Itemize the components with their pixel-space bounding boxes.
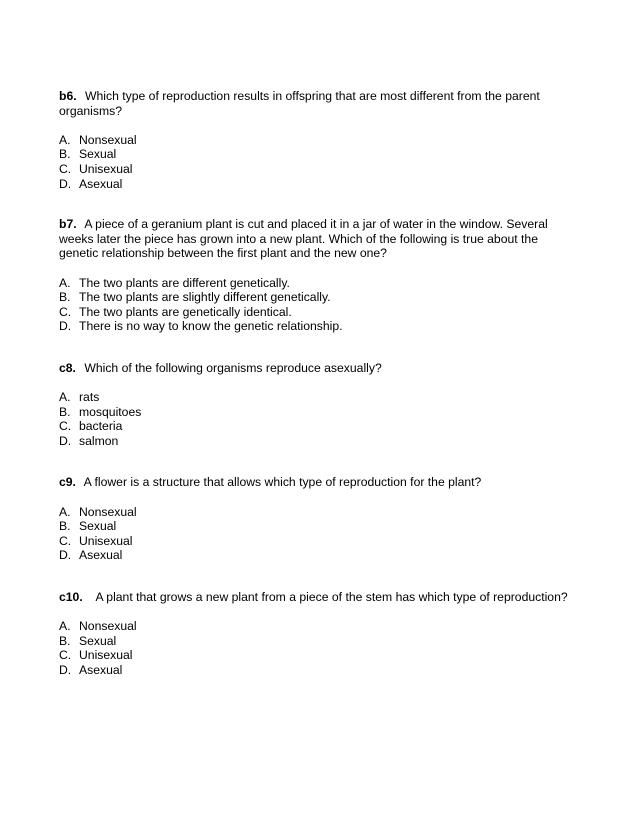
choice-text: Unisexual xyxy=(79,161,133,176)
choice-b xyxy=(59,519,579,534)
choice-c xyxy=(59,534,579,549)
question-number: b6. xyxy=(59,89,77,103)
choice-text: bacteria xyxy=(79,419,123,434)
answer-choices xyxy=(59,390,579,448)
choice-letter: D. xyxy=(59,433,72,448)
choice-letter: B. xyxy=(59,147,71,162)
question-number: c8. xyxy=(59,360,76,375)
question-c8 xyxy=(59,361,579,449)
choice-letter: A. xyxy=(59,132,71,147)
choice-letter: A. xyxy=(59,275,71,290)
choice-text: The two plants are genetically identical. xyxy=(79,304,292,319)
choice-letter: B. xyxy=(59,290,71,305)
choice-d xyxy=(59,663,579,678)
question-text: A flower is a structure that allows which type of reproduction for the plant? xyxy=(83,475,482,490)
question-stem xyxy=(59,590,579,605)
choice-letter: A. xyxy=(59,504,71,519)
choice-text: Sexual xyxy=(79,147,117,162)
choice-b xyxy=(59,290,579,305)
question-number: c9. xyxy=(59,475,76,490)
choice-text: Nonsexual xyxy=(79,619,137,634)
worksheet-page xyxy=(59,89,579,678)
choice-letter: A. xyxy=(59,390,71,405)
choice-d xyxy=(59,177,579,192)
choice-text: Sexual xyxy=(79,519,117,534)
choice-text: mosquitoes xyxy=(79,404,142,419)
question-stem xyxy=(59,217,579,261)
choice-letter: D. xyxy=(59,663,72,677)
question-stem xyxy=(59,89,579,118)
choice-letter: D. xyxy=(59,319,72,334)
choice-b xyxy=(59,147,579,162)
answer-choices xyxy=(59,505,579,563)
question-text: A piece of a geranium plant is cut and placed it in a jar of water in the window. Several weeks later the piece has grown into a new plant. Which of the following is true about the genetic relationship between the first plant and the new one? xyxy=(59,217,548,261)
question-text: Which of the following organisms reproduce asexually? xyxy=(84,360,382,375)
choice-letter: B. xyxy=(59,519,71,534)
choice-text: Nonsexual xyxy=(79,132,137,147)
choice-text: The two plants are different genetically. xyxy=(79,275,290,290)
choice-c xyxy=(59,162,579,177)
answer-choices xyxy=(59,133,579,191)
question-b7 xyxy=(59,217,579,334)
choice-text: The two plants are slightly different genetically. xyxy=(79,290,331,305)
question-number: b7. xyxy=(59,217,77,232)
question-c10 xyxy=(59,590,579,678)
answer-choices xyxy=(59,276,579,334)
question-number: c10. xyxy=(59,590,83,605)
choice-text: Nonsexual xyxy=(79,504,137,519)
choice-a xyxy=(59,505,579,520)
choice-text: Asexual xyxy=(79,663,123,677)
choice-d xyxy=(59,548,579,563)
question-text: A plant that grows a new plant from a piece of the stem has which type of reproduction? xyxy=(95,590,568,605)
choice-c xyxy=(59,648,579,663)
choice-text: Unisexual xyxy=(79,648,133,663)
choice-b xyxy=(59,634,579,649)
question-c9 xyxy=(59,475,579,563)
choice-text: There is no way to know the genetic relationship. xyxy=(79,319,343,334)
choice-letter: D. xyxy=(59,176,72,191)
choice-c xyxy=(59,419,579,434)
choice-text: salmon xyxy=(79,433,119,448)
question-b6 xyxy=(59,89,579,191)
choice-b xyxy=(59,405,579,420)
choice-c xyxy=(59,305,579,320)
choice-d xyxy=(59,434,579,449)
choice-text: Sexual xyxy=(79,633,117,648)
choice-letter: A. xyxy=(59,619,71,634)
question-stem xyxy=(59,361,579,376)
choice-letter: C. xyxy=(59,304,72,319)
choice-letter: C. xyxy=(59,533,72,548)
choice-letter: C. xyxy=(59,161,72,176)
choice-a xyxy=(59,133,579,148)
question-text: Which type of reproduction results in offspring that are most different from the parent organisms? xyxy=(59,89,540,118)
choice-text: rats xyxy=(79,390,100,405)
choice-text: Asexual xyxy=(79,176,123,191)
choice-letter: D. xyxy=(59,548,72,563)
choice-a xyxy=(59,390,579,405)
choice-letter: B. xyxy=(59,633,71,648)
choice-text: Asexual xyxy=(79,548,123,563)
answer-choices xyxy=(59,619,579,677)
choice-letter: B. xyxy=(59,404,71,419)
choice-letter: C. xyxy=(59,648,72,663)
choice-a xyxy=(59,619,579,634)
question-stem xyxy=(59,475,579,490)
choice-text: Unisexual xyxy=(79,533,133,548)
choice-d xyxy=(59,319,579,334)
choice-a xyxy=(59,276,579,291)
choice-letter: C. xyxy=(59,419,72,434)
